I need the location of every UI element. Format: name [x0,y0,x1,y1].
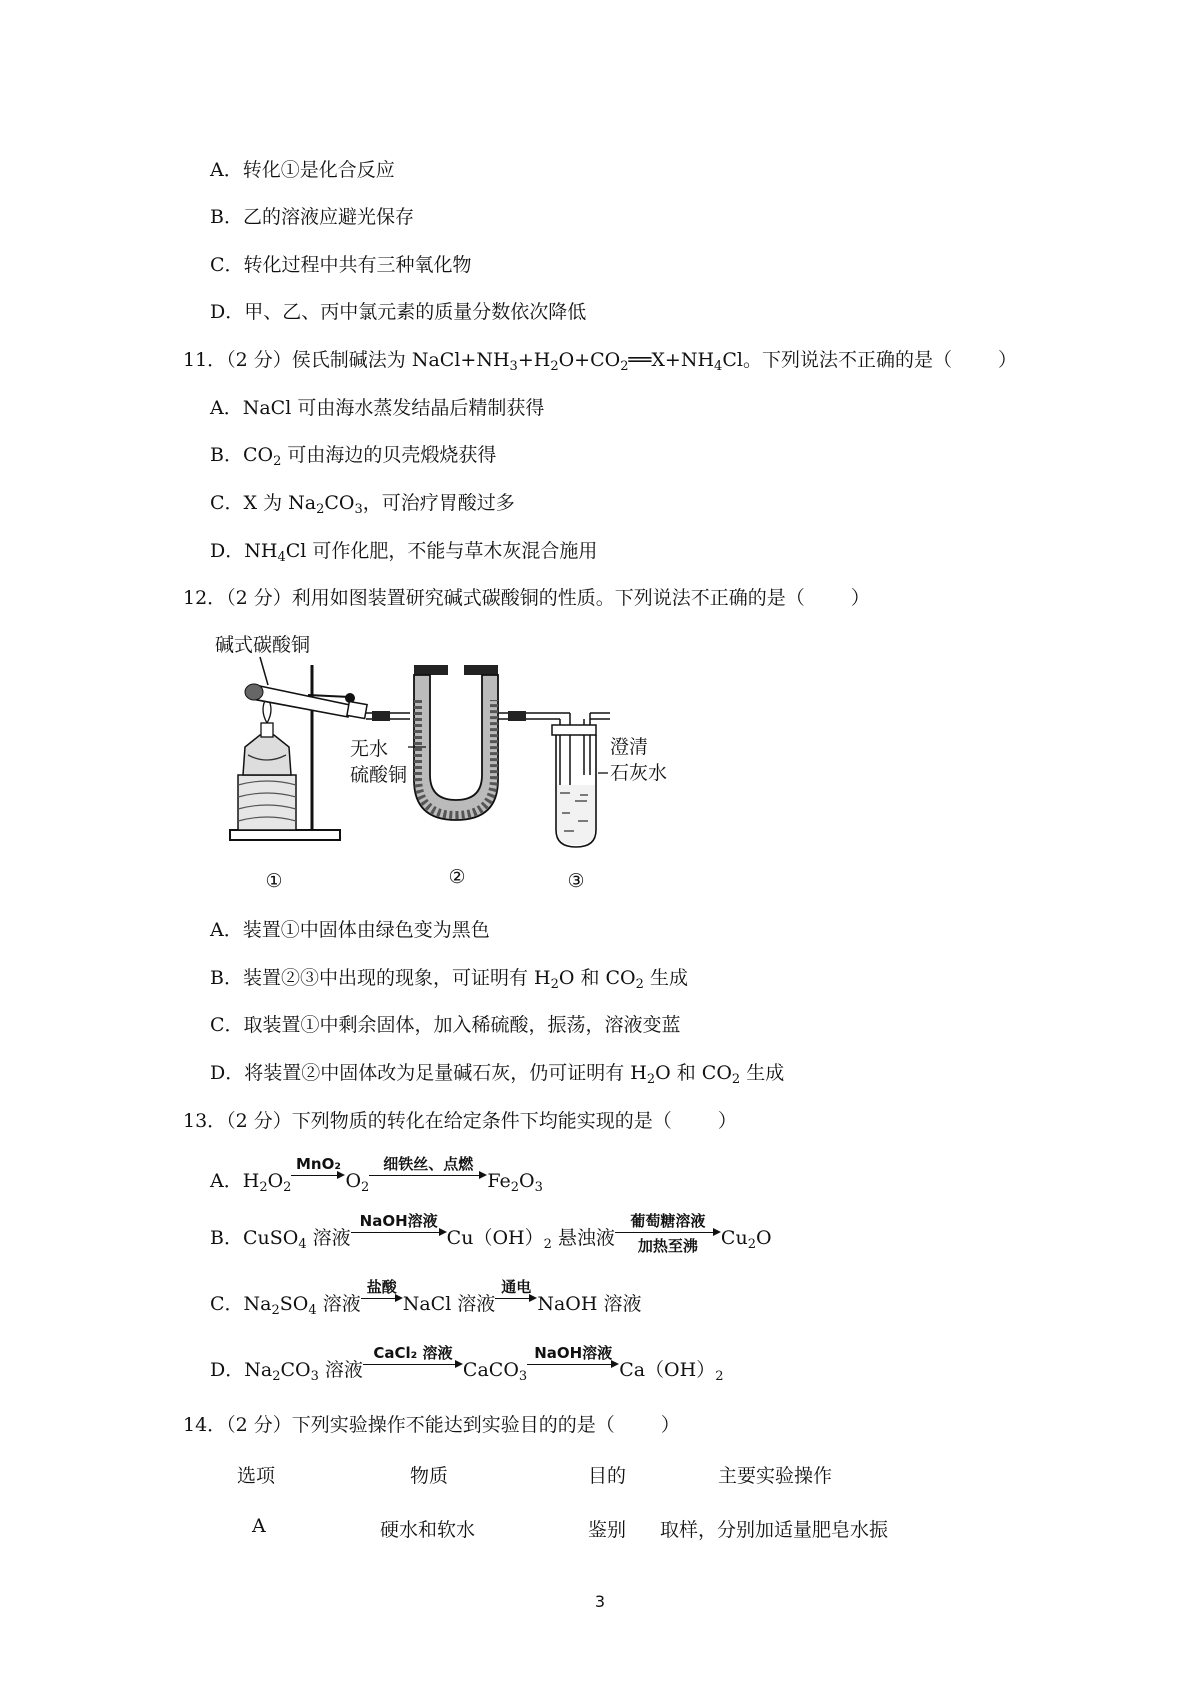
apparatus-number-3: ③ [567,870,585,892]
q12-stem: 12．（2 分）利用如图装置研究碱式碳酸铜的性质。下列说法不正确的是（ ） [183,587,870,609]
table-cell-option: A [252,1515,266,1537]
q14-stem: 14．（2 分）下列实验操作不能达到实验目的的是（ ） [183,1414,680,1436]
table-cell-operation: 取样，分别加适量肥皂水振 [660,1519,889,1541]
reaction-arrow: MnO₂ [291,1167,345,1187]
diagram-label-reagent: 碱式碳酸铜 [215,634,311,656]
limewater-test-tube [550,713,610,847]
q11-option-d: D．$NH_4Cl$ 可作化肥，不能与草木灰混合施用 [210,540,598,565]
diagram-label-u2: 硫酸铜 [350,764,408,786]
diagram-label-t1: 澄清 [610,736,649,758]
q13-stem: 13．（2 分）下列物质的转化在给定条件下均能实现的是（ ） [183,1110,737,1132]
reaction-arrow: CaCl₂ 溶液 [363,1356,463,1376]
q12-option-a: A．装置①中固体由绿色变为黑色 [210,919,490,941]
reaction-arrow: 通电 [495,1290,537,1310]
q12-option-b: B．装置②③中出现的现象，可证明有 $H_2O$ 和 $CO_2$ 生成 [210,967,688,992]
q10-option-a: A．转化①是化合反应 [210,159,395,181]
reaction-arrow: NaOH溶液 [351,1224,447,1244]
apparatus-number-1: ① [265,870,283,892]
q11-option-c: C．X 为 $Na_2CO_3$，可治疗胃酸过多 [210,492,515,517]
q12-option-c: C．取装置①中剩余固体，加入稀硫酸，振荡，溶液变蓝 [210,1014,681,1036]
diagram-label-t2: 石灰水 [610,762,668,784]
q10-option-b: B．乙的溶液应避光保存 [210,206,414,228]
reaction-arrow-with-condition: 葡萄糖溶液 加热至沸 [615,1224,721,1244]
q11-option-b: B．$CO_2$ 可由海边的贝壳煅烧获得 [210,444,497,469]
q13-option-c: C．$Na_2SO_4$ 溶液 盐酸 NaCl 溶液 通电 NaOH 溶液 [210,1278,642,1318]
diagram-label-u1: 无水 [350,738,389,760]
reaction-arrow: 细铁丝、点燃 [369,1167,487,1187]
apparatus-diagram [200,625,720,900]
u-tube [414,665,550,820]
table-cell-substance: 硬水和软水 [380,1519,476,1541]
q11-stem: 11．（2 分）侯氏制碱法为 $NaCl+NH_3+H_2O+CO_2══X+NH_4Cl$。下列说法不正确的是（ ） [183,349,1017,374]
apparatus-number-2: ② [448,866,466,888]
q13-option-d: D．$Na_2CO_3$ 溶液 CaCl₂ 溶液 CaCO$_3$ NaOH溶液 $Ca(OH)_2$ [210,1344,724,1384]
alcohol-lamp [238,697,296,830]
table-header-purpose: 目的 [588,1465,627,1487]
connecting-tubes [366,711,410,721]
q13-option-b: B．CuSO$_4$ 溶液 NaOH溶液 $Cu(OH)_2$ 悬浊液 葡萄糖溶液 加热至沸 $Cu_2O$ [210,1212,772,1255]
q13-option-a: A．$H_2O_2$ MnO₂ $O_2$ 细铁丝、点燃 $Fe_2O_3$ [210,1155,543,1195]
table-cell-purpose: 鉴别 [588,1519,627,1541]
q11-option-a: A．NaCl 可由海水蒸发结晶后精制获得 [210,397,545,419]
q10-option-c: C．转化过程中共有三种氧化物 [210,254,472,276]
reaction-arrow: NaOH溶液 [527,1356,619,1376]
reaction-arrow: 盐酸 [361,1290,403,1310]
table-header-substance: 物质 [410,1465,449,1487]
table-header-operation: 主要实验操作 [718,1465,833,1487]
q12-option-d: D．将装置②中固体改为足量碱石灰，仍可证明有 $H_2O$ 和 $CO_2$ 生成 [210,1062,785,1087]
page-number: 3 [594,1592,606,1611]
reagent-leader-line [260,657,268,685]
table-header-option: 选项 [237,1465,276,1487]
q10-option-d: D．甲、乙、丙中氯元素的质量分数依次降低 [210,301,587,323]
